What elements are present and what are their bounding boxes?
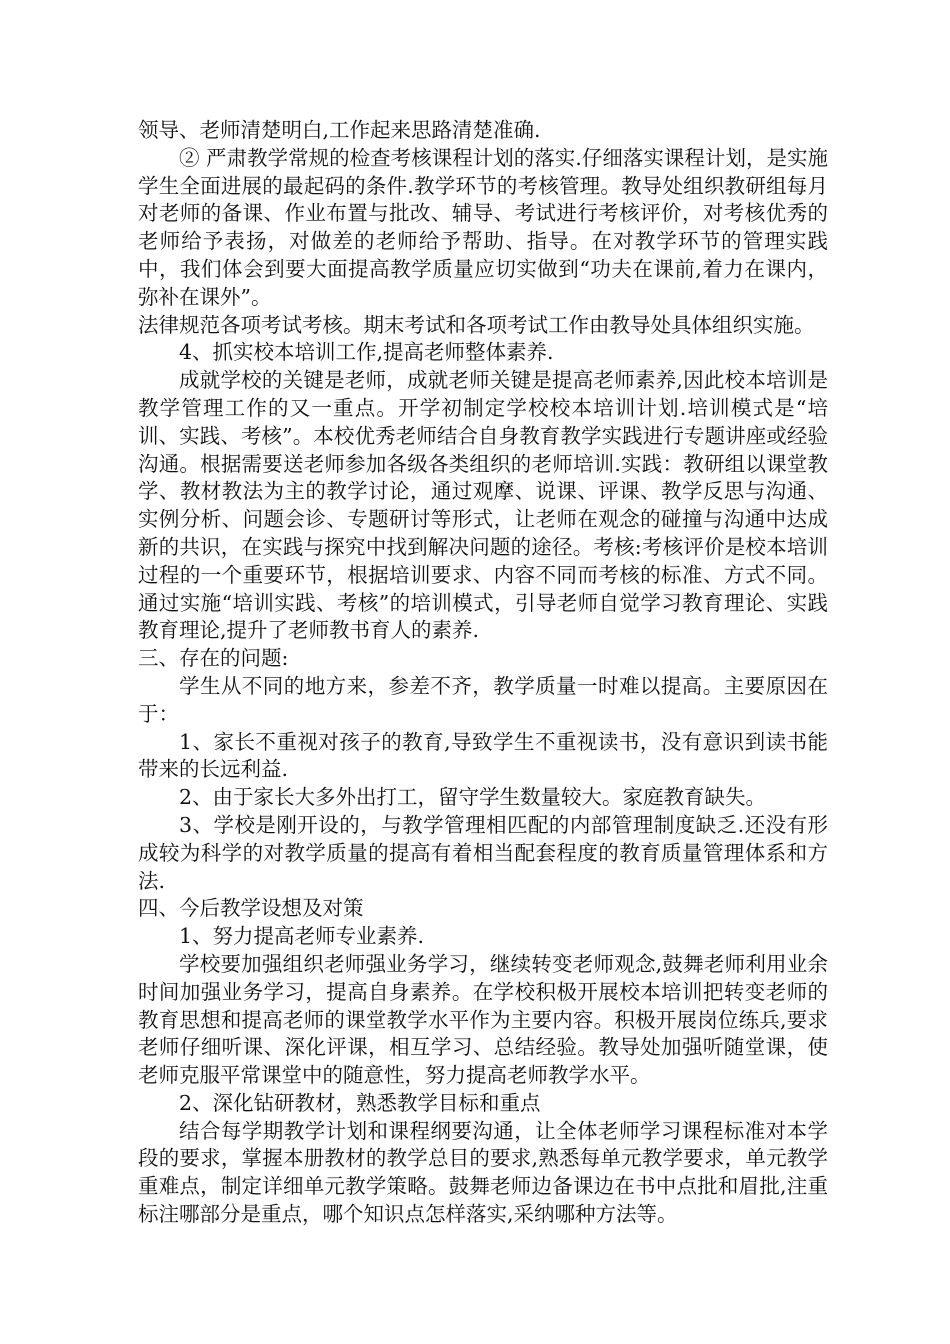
paragraph-6: 学校要加强组织老师强业务学习，继续转变老师观念,鼓舞老师利用业余时间加强业务学习，提高自身素养。在学校积极开展校本培训把转变老师的教育思想和提高老师的课堂教学水平作为主要内容。积极开展岗位练兵,要求老师仔细听课、深化评课，相互学习、总结经验。教导处加强听随堂课，使老师克服平常课堂中的随意性，努力提高老师教学水平。 — [138, 951, 828, 1088]
paragraph-5: 学生从不同的地方来，参差不齐，教学质量一时难以提高。主要原因在于： — [138, 673, 828, 726]
section-heading-problems: 三、存在的问题: — [138, 646, 289, 671]
subheading-study-materials: 2、深化钻研教材，熟悉教学目标和重点 — [179, 1090, 541, 1115]
paragraph-3: 法律规范各项考试考核。期末考试和各项考试工作由教导处具体组织实施。 — [138, 312, 815, 337]
list-item-1: 1、家长不重视对孩子的教育,导致学生不重视读书，没有意识到读书能带来的长远利益. — [138, 729, 828, 782]
list-item-3: 3、学校是刚开设的，与教学管理相匹配的内部管理制度缺乏.还没有形成较为科学的对教学质量的提高有着相当配套程度的教育质量管理体系和方法. — [138, 812, 828, 893]
list-item-2: 2、由于家长大多外出打工，留守学生数量较大。家庭教育缺失。 — [179, 785, 767, 810]
subheading-school-training: 4、抓实校本培训工作,提高老师整体素养. — [179, 340, 554, 365]
document-body — [138, 117, 828, 1229]
subheading-teacher-quality: 1、努力提高老师专业素养. — [179, 924, 425, 949]
paragraph-4: 成就学校的关键是老师，成就老师关键是提高老师素养,因此校本培训是教学管理工作的又一重点。开学初制定学校校本培训计划.培训模式是“培训、实践、考核”。本校优秀老师结合自身教育教学实践进行专题讲座或经验沟通。根据需要送老师参加各级各类组织的老师培训.实践：教研组以课堂教学、教材教法为主的教学讨论，通过观摩、说课、评课、教学反思与沟通、实例分析、问题会诊、专题研讨等形式，让老师在观念的碰撞与沟通中达成新的共识，在实践与探究中找到解决问题的途径。考核:考核评价是校本培训过程的一个重要环节，根据培训要求、内容不同而考核的标准、方式不同。通过实施“培训实践、考核”的培训模式，引导老师自觉学习教育理论、实践教育理论,提升了老师教书育人的素养. — [138, 368, 828, 643]
paragraph-1: 领导、老师清楚明白,工作起来思路清楚准确. — [138, 118, 541, 142]
section-heading-plans: 四、今后教学设想及对策 — [138, 896, 364, 921]
paragraph-7: 结合每学期教学计划和课程纲要沟通，让全体老师学习课程标准对本学段的要求，掌握本册教材的教学总目的要求,熟悉每单元教学要求，单元教学重难点，制定详细单元教学策略。鼓舞老师边备课边在书中点批和眉批,注重标注哪部分是重点，哪个知识点怎样落实,采纳哪种方法等。 — [138, 1118, 828, 1227]
paragraph-2: ② 严肃教学常规的检查考核课程计划的落实.仔细落实课程计划，是实施学生全面进展的最起码的条件.教学环节的考核管理。教导处组织教研组每月对老师的备课、作业布置与批改、辅导、考试进行考核评价，对考核优秀的老师给予表扬，对做差的老师给予帮助、指导。在对教学环节的管理实践中，我们体会到要大面提高教学质量应切实做到“功夫在课前,着力在课内，弥补在课外”。 — [138, 145, 828, 309]
